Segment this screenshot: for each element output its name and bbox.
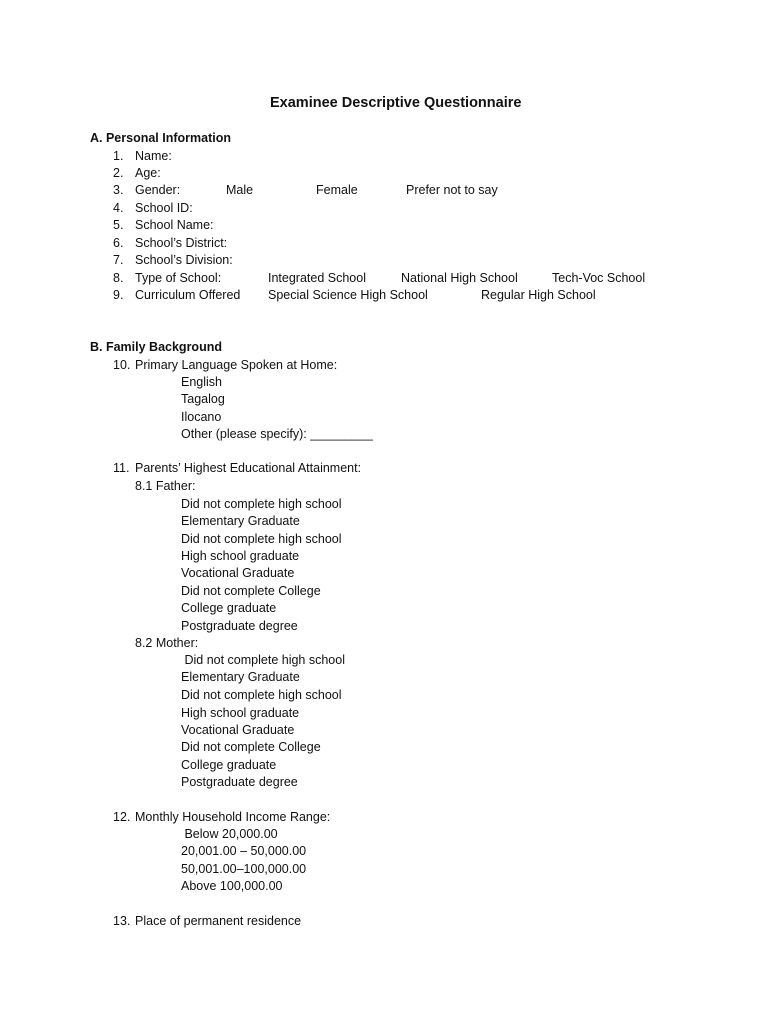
father-option: Postgraduate degree bbox=[181, 619, 298, 633]
income-option: 50,001.00–100,000.00 bbox=[181, 862, 307, 876]
mother-option: High school graduate bbox=[181, 706, 300, 720]
item-label-curriculum: Curriculum Offered bbox=[135, 288, 241, 302]
father-option: Elementary Graduate bbox=[181, 514, 300, 528]
section-a-heading: A. Personal Information bbox=[90, 131, 231, 145]
curriculum-option-special-science: Special Science High School bbox=[268, 288, 428, 302]
q10-number: 10. bbox=[113, 358, 131, 372]
mother-option: Vocational Graduate bbox=[181, 723, 295, 737]
father-option: Did not complete high school bbox=[181, 532, 342, 546]
school-type-option-integrated: Integrated School bbox=[268, 271, 366, 285]
father-label: 8.1 Father: bbox=[135, 479, 196, 493]
item-number: 9. bbox=[113, 288, 124, 302]
father-option: Vocational Graduate bbox=[181, 566, 295, 580]
item-number: 8. bbox=[113, 271, 124, 285]
income-option: Below 20,000.00 bbox=[181, 827, 278, 841]
item-number: 2. bbox=[113, 166, 124, 180]
mother-option: Elementary Graduate bbox=[181, 670, 300, 684]
mother-option: Did not complete high school bbox=[181, 653, 345, 667]
gender-option-prefer-not: Prefer not to say bbox=[406, 183, 498, 197]
mother-label: 8.2 Mother: bbox=[135, 636, 199, 650]
item-number: 1. bbox=[113, 149, 124, 163]
gender-option-male: Male bbox=[226, 183, 254, 197]
q10-option: English bbox=[181, 375, 222, 389]
mother-option: Did not complete high school bbox=[181, 688, 342, 702]
curriculum-option-regular: Regular High School bbox=[481, 288, 596, 302]
item-number: 3. bbox=[113, 183, 124, 197]
item-label-school-district: School’s District: bbox=[135, 236, 228, 250]
section-b-heading: B. Family Background bbox=[90, 340, 222, 354]
q10-label: Primary Language Spoken at Home: bbox=[135, 358, 338, 372]
item-number: 6. bbox=[113, 236, 124, 250]
mother-option: Did not complete College bbox=[181, 740, 321, 754]
mother-option: Postgraduate degree bbox=[181, 775, 298, 789]
q11-label: Parents’ Highest Educational Attainment: bbox=[135, 461, 362, 475]
school-type-option-techvoc: Tech-Voc School bbox=[552, 271, 646, 285]
q10-option-other: Other (please specify): _________ bbox=[181, 427, 373, 441]
item-label-type-of-school: Type of School: bbox=[135, 271, 222, 285]
gender-option-female: Female bbox=[316, 183, 358, 197]
page-title: Examinee Descriptive Questionnaire bbox=[270, 95, 522, 111]
item-label-name: Name: bbox=[135, 149, 172, 163]
item-label-school-name: School Name: bbox=[135, 218, 214, 232]
father-option: College graduate bbox=[181, 601, 277, 615]
item-number: 7. bbox=[113, 253, 124, 267]
item-label-school-id: School ID: bbox=[135, 201, 193, 215]
father-option: Did not complete College bbox=[181, 584, 321, 598]
father-option: High school graduate bbox=[181, 549, 300, 563]
item-label-school-division: School’s Division: bbox=[135, 253, 233, 267]
q13-number: 13. bbox=[113, 914, 131, 928]
income-option: 20,001.00 – 50,000.00 bbox=[181, 844, 307, 858]
q12-label: Monthly Household Income Range: bbox=[135, 810, 331, 824]
mother-option: College graduate bbox=[181, 758, 277, 772]
father-option: Did not complete high school bbox=[181, 497, 342, 511]
item-number: 4. bbox=[113, 201, 124, 215]
school-type-option-national: National High School bbox=[401, 271, 518, 285]
q11-number: 11. bbox=[113, 461, 130, 475]
q13-label: Place of permanent residence bbox=[135, 914, 302, 928]
income-option: Above 100,000.00 bbox=[181, 879, 283, 893]
item-label-age: Age: bbox=[135, 166, 161, 180]
item-number: 5. bbox=[113, 218, 124, 232]
q10-option: Tagalog bbox=[181, 392, 225, 406]
q10-option: Ilocano bbox=[181, 410, 222, 424]
item-label-gender: Gender: bbox=[135, 183, 181, 197]
q12-number: 12. bbox=[113, 810, 131, 824]
